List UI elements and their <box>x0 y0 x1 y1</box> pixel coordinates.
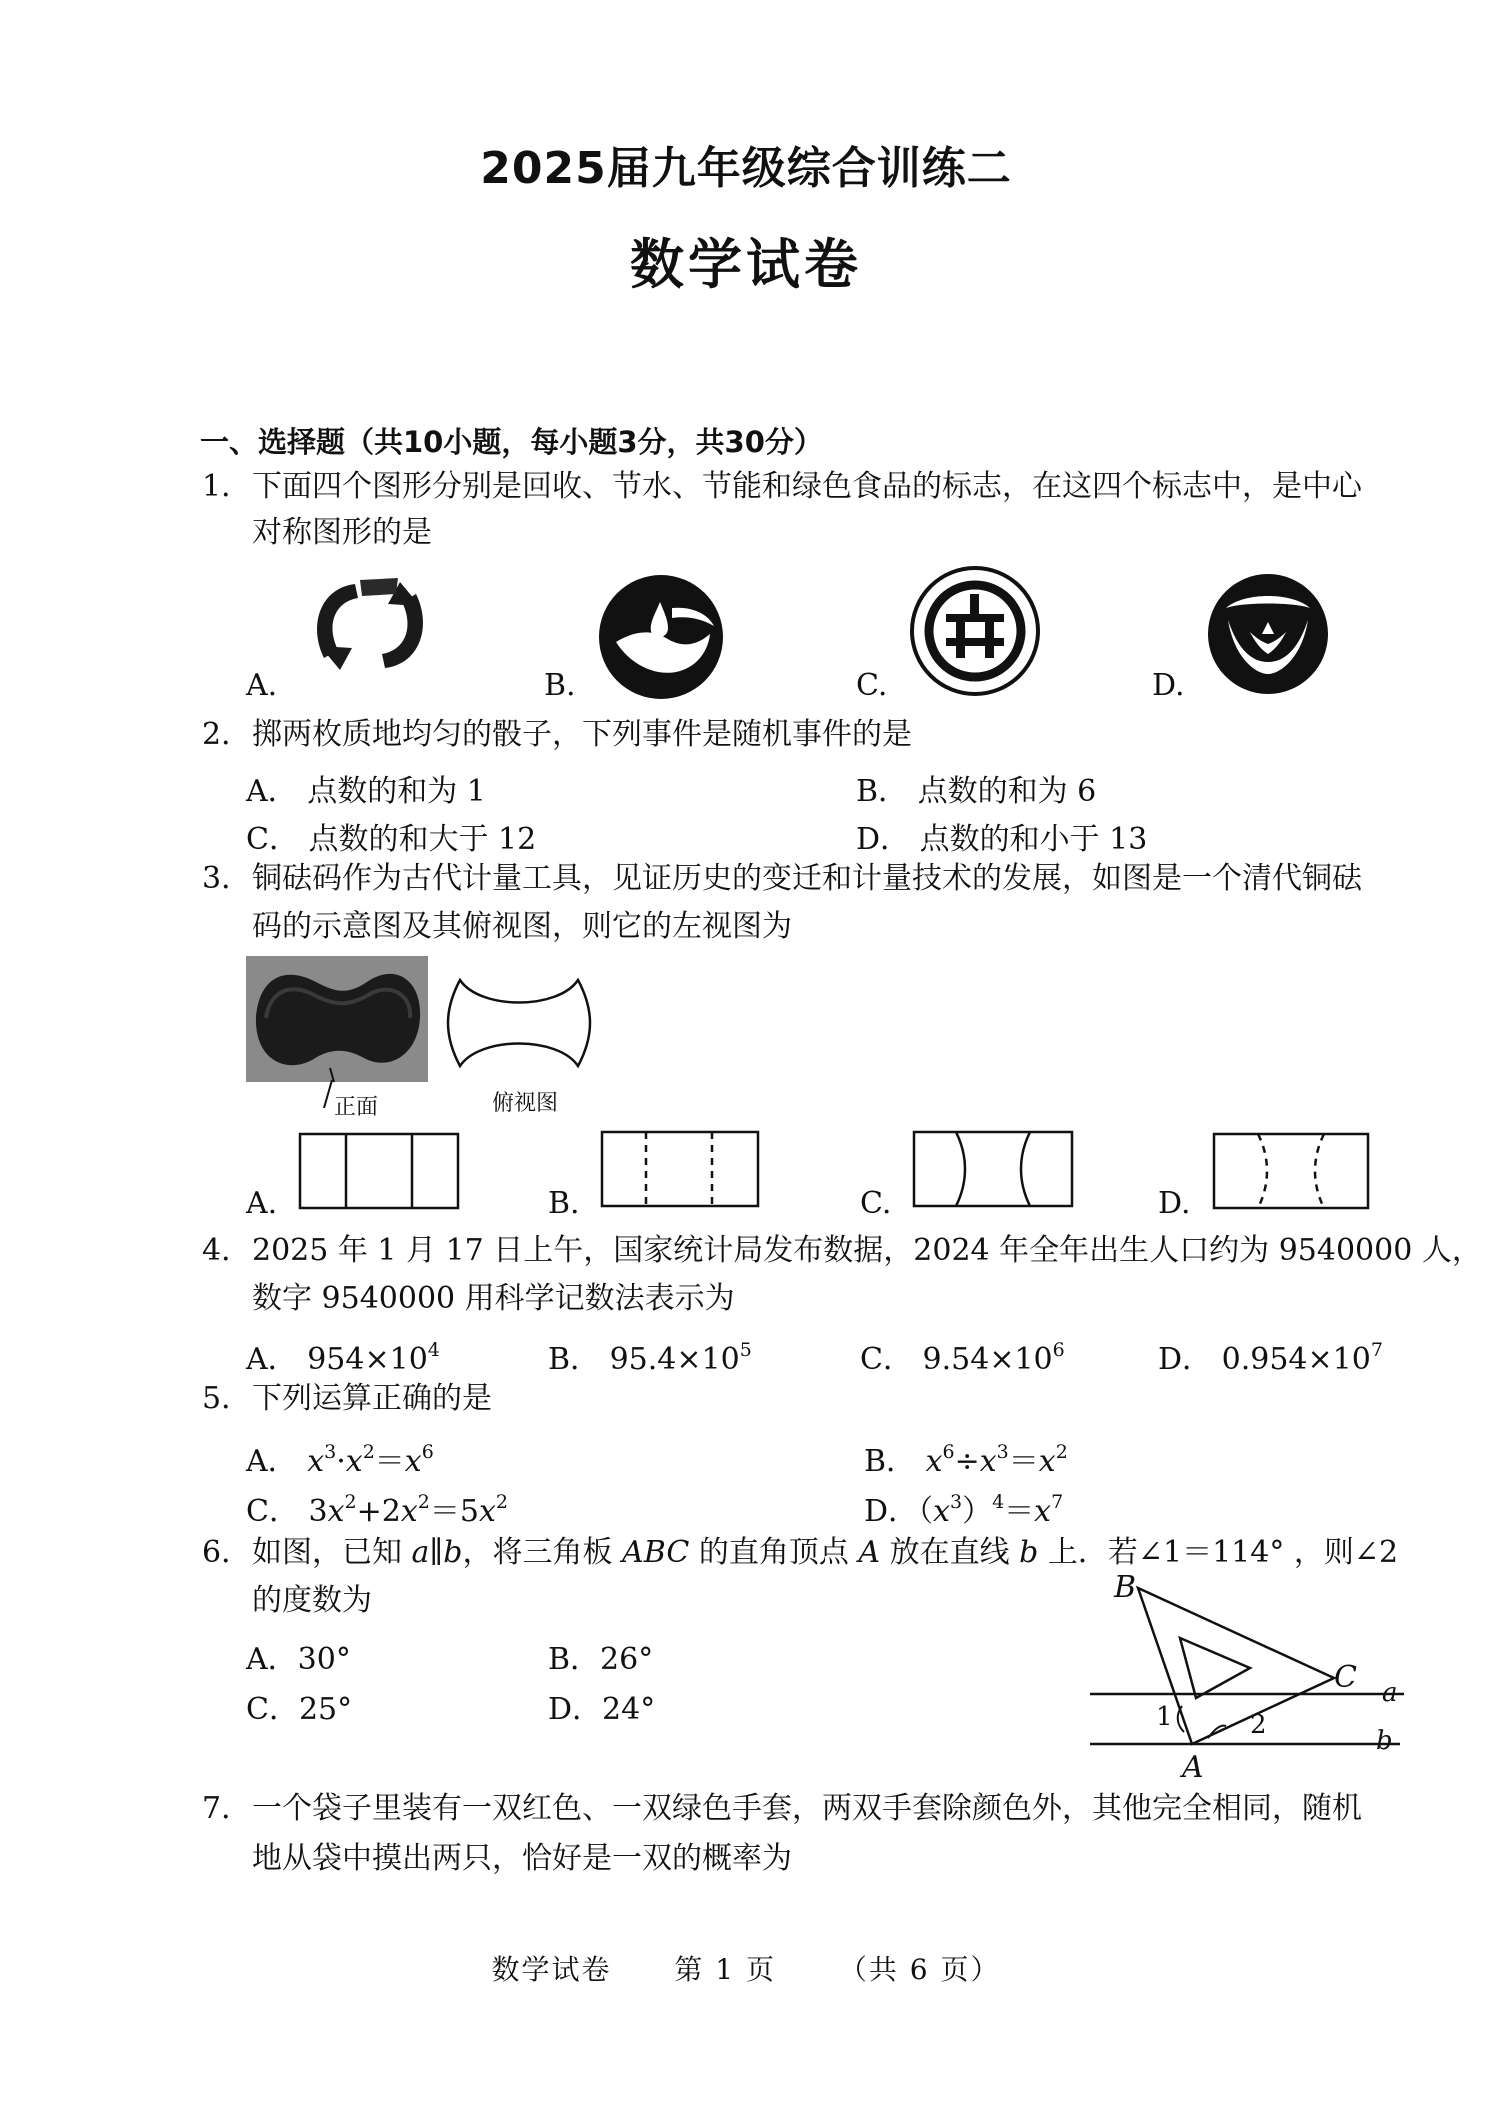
q6-option-d: D．24° <box>548 1692 656 1727</box>
q6-label-angle-2: 2 <box>1250 1710 1267 1740</box>
top-view-figure <box>450 970 588 1076</box>
exam-title-line2: 数学试卷 <box>630 233 862 296</box>
footer-subject: 数学试卷 <box>491 1953 612 1986</box>
q1-option-c-label: C. <box>856 668 888 703</box>
q2-option-a: A． 点数的和为 1 <box>246 774 486 809</box>
q2-stem: 掷两枚质地均匀的骰子，下列事件是随机事件的是 <box>252 717 912 752</box>
q5-number: 5． <box>202 1381 252 1416</box>
q2-option-c: C． 点数的和大于 12 <box>246 822 537 857</box>
q7-stem-line2: 地从袋中摸出两只，恰好是一双的概率为 <box>252 1841 792 1876</box>
q6-label-angle-1: 1 <box>1156 1702 1173 1732</box>
bronze-weight-photo <box>246 956 428 1082</box>
q2-number: 2． <box>202 717 252 752</box>
q6-number: 6． <box>202 1535 252 1570</box>
page-footer <box>0 1948 1492 1988</box>
q6-label-line-b: b <box>1376 1726 1393 1756</box>
q3-option-d-figure <box>1212 1132 1370 1210</box>
q6-label-b-vertex: B <box>1114 1570 1137 1605</box>
q6-label-line-a: a <box>1382 1678 1398 1708</box>
water-saving-logo-icon <box>596 572 726 702</box>
triangle-inner-cutout <box>1180 1638 1250 1698</box>
section-heading: 一、选择题（共10小题，每小题3分，共30分） <box>200 425 823 459</box>
q6-option-a: A．30° <box>246 1642 351 1677</box>
q1-stem-line1: 下面四个图形分别是回收、节水、节能和绿色食品的标志，在这四个标志中，是中心 <box>252 469 1362 504</box>
q2-option-b: B． 点数的和为 6 <box>856 774 1097 809</box>
q3-stem-line2: 码的示意图及其俯视图，则它的左视图为 <box>252 909 792 944</box>
q4-number: 4． <box>202 1233 252 1268</box>
q6-option-c: C．25° <box>246 1692 353 1727</box>
q3-number: 3． <box>202 861 252 896</box>
q5-stem: 下列运算正确的是 <box>252 1381 492 1416</box>
q6-option-b: B．26° <box>548 1642 654 1677</box>
q4-stem-line1: 2025 年 1 月 17 日上午，国家统计局发布数据，2024 年全年出生人口约为 9540000 人， <box>252 1233 1482 1268</box>
energy-saving-logo-icon <box>908 564 1042 698</box>
top-view-label: 俯视图 <box>492 1091 559 1116</box>
q6-stem-line2: 的度数为 <box>252 1583 372 1618</box>
q1-number: 1． <box>202 469 252 504</box>
exam-title-line1: 2025届九年级综合训练二 <box>480 143 1012 194</box>
q4-option-b: B． $95.4\times 10^5$ <box>548 1339 752 1377</box>
q4-option-d: D． $0.954\times 10^7$ <box>1158 1339 1383 1377</box>
q4-option-a: A． $954\times 10^4$ <box>246 1339 440 1377</box>
q1-option-a-label: A. <box>246 668 278 703</box>
q3-option-a-label: A. <box>246 1186 278 1221</box>
q6-label-c-vertex: C <box>1334 1660 1357 1695</box>
green-food-logo-icon <box>1204 570 1332 698</box>
q3-option-c-figure <box>912 1130 1074 1208</box>
q6-label-a-vertex: A <box>1182 1750 1204 1785</box>
q5-option-b: B． $x^6\div x^3=x^2$ <box>864 1441 1068 1479</box>
q2-option-d: D． 点数的和小于 13 <box>856 822 1148 857</box>
q6-stem-line1: 如图，已知 a∥b，将三角板 ABC 的直角顶点 A 放在直线 b 上．若∠1＝114° ，则∠2 <box>252 1535 1399 1570</box>
q3-option-d-label: D. <box>1158 1186 1191 1221</box>
footer-page-number: 第 1 页 <box>674 1953 776 1986</box>
q5-option-d: D．$(x^3)^4=x^7$ <box>864 1491 1064 1529</box>
q3-stem-line1: 铜砝码作为古代计量工具，见证历史的变迁和计量技术的发展，如图是一个清代铜砝 <box>252 861 1362 896</box>
q4-option-c: C． $9.54\times 10^6$ <box>860 1339 1065 1377</box>
q5-option-c: C． $3x^2+2x^2=5x^2$ <box>246 1491 508 1529</box>
q7-number: 7． <box>202 1791 252 1826</box>
q1-option-b-label: B. <box>544 668 576 703</box>
front-label: 正面 <box>334 1095 379 1120</box>
q3-option-a-figure <box>298 1132 460 1210</box>
q3-option-c-label: C. <box>860 1186 892 1221</box>
q1-stem-line2: 对称图形的是 <box>252 515 432 550</box>
q3-option-b-label: B. <box>548 1186 580 1221</box>
recycle-logo-icon <box>300 566 440 686</box>
q3-option-b-figure <box>600 1130 760 1208</box>
q5-option-a: A． $x^3\cdot x^2=x^6$ <box>246 1441 434 1479</box>
footer-total-pages: （共 6 页） <box>838 1953 1001 1986</box>
q1-option-d-label: D. <box>1152 668 1185 703</box>
q7-stem-line1: 一个袋子里装有一双红色、一双绿色手套，两双手套除颜色外，其他完全相同，随机 <box>252 1791 1362 1826</box>
q4-stem-line2: 数字 9540000 用科学记数法表示为 <box>252 1281 735 1316</box>
